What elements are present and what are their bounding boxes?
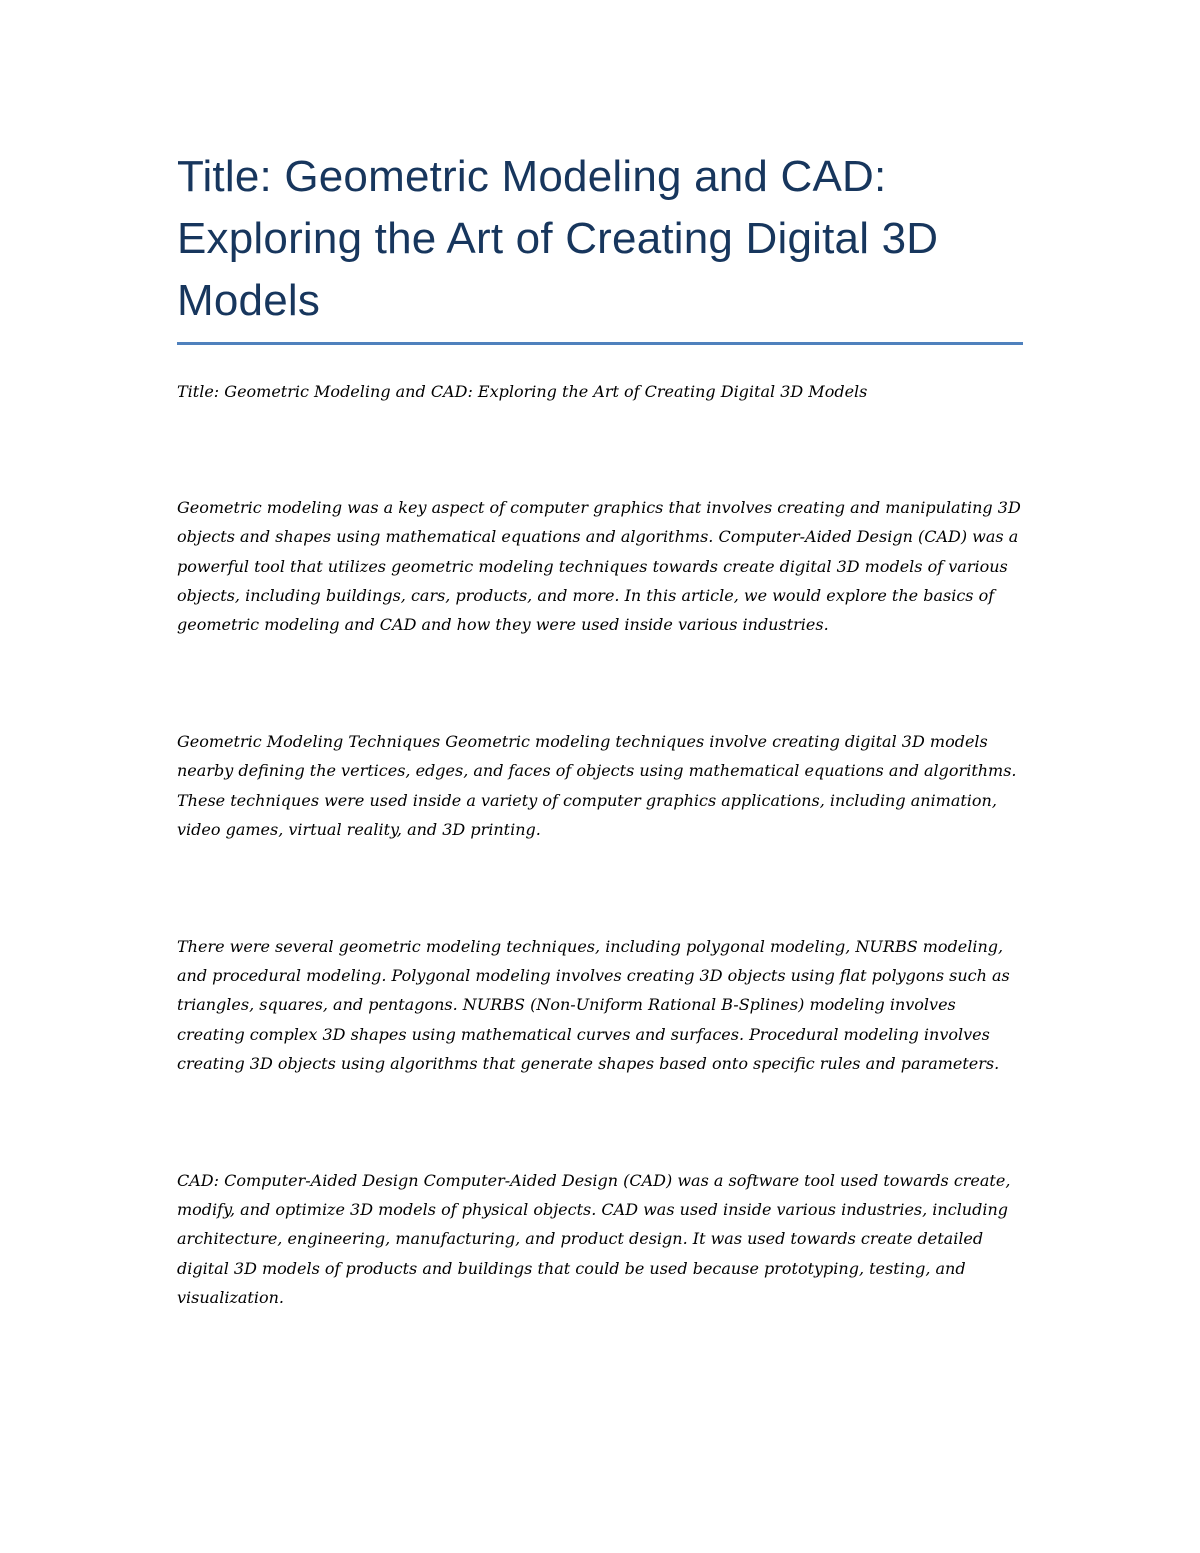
paragraph-intro: Geometric modeling was a key aspect of computer graphics that involves creating and manipulating 3D objects and shapes using mathematical equations and algorithms. Computer-Aided Design (CAD) was a powerful tool that utilizes geometric modeling techniques towards create digital 3D models of various objects, including buildings, cars, products, and more. In this article, we would explore the basics of geometric modeling and CAD and how they were used inside various industries. (177, 498, 1021, 635)
title-underline-rule (177, 342, 1023, 345)
document-title: Title: Geometric Modeling and CAD: Exploring the Art of Creating Digital 3D Models (177, 152, 939, 325)
paragraph-modeling-techniques: Geometric Modeling Techniques Geometric modeling techniques involve creating digital 3D models nearby defining the vertices, edges, and faces of objects using mathematical equations and algorithms. These techniques were used inside a variety of computer graphics applications, including animation, video games, virtual reality, and 3D printing. (177, 732, 1017, 839)
paragraph-technique-types: There were several geometric modeling techniques, including polygonal modeling, NURBS modeling, and procedural modeling. Polygonal modeling involves creating 3D objects using flat polygons such as triangles, squares, and pentagons. NURBS (Non-Uniform Rational B-Splines) modeling involves creating complex 3D shapes using mathematical curves and surfaces. Procedural modeling involves creating 3D objects using algorithms that generate shapes based onto specific rules and parameters. (177, 937, 1010, 1073)
document-body (177, 146, 1025, 1312)
document-subtitle: Title: Geometric Modeling and CAD: Exploring the Art of Creating Digital 3D Models (177, 382, 868, 401)
paragraph-cad: CAD: Computer-Aided Design Computer-Aided Design (CAD) was a software tool used towards create, modify, and optimize 3D models of physical objects. CAD was used inside various industries, including architecture, engineering, manufacturing, and product design. It was used towards create detailed digital 3D models of products and buildings that could be used because prototyping, testing, and visualization. (177, 1171, 1011, 1307)
